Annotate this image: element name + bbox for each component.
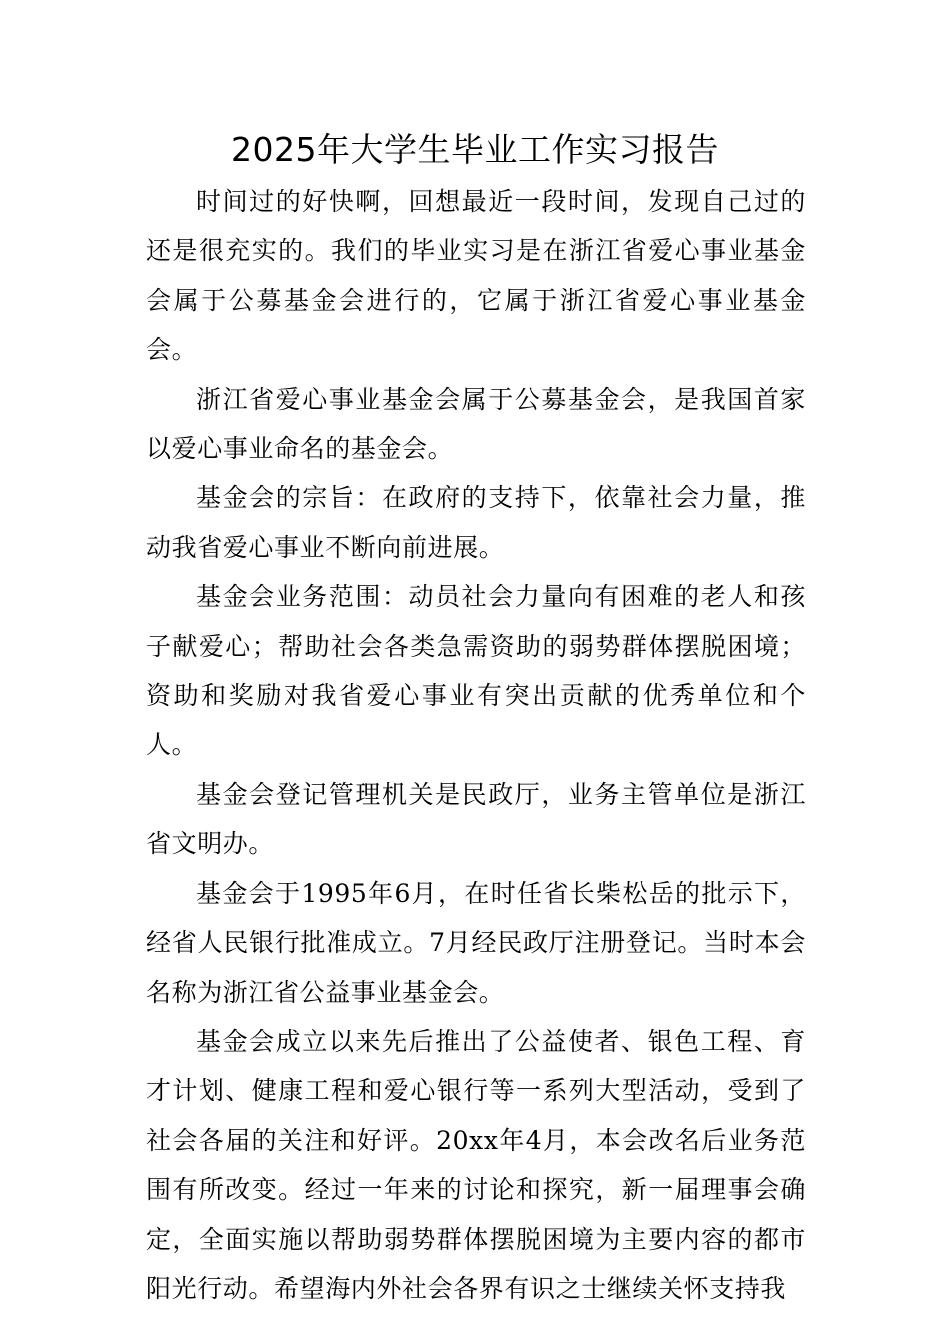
paragraph: 基金会登记管理机关是民政厅，业务主管单位是浙江省文明办。 [146, 779, 806, 859]
paragraph: 基金会业务范围：动员社会力量向有困难的老人和孩子献爱心；帮助社会各类急需资助的弱势群体摆脱困境；资助和奖励对我省爱心事业有突出贡献的优秀单位和个人。 [146, 582, 806, 760]
paragraph: 基金会成立以来先后推出了公益使者、银色工程、育才计划、健康工程和爱心银行等一系列大型活动，受到了社会各届的关注和好评。20xx年4月，本会改名后业务范围有所改变。经过一年来的讨论和探究，新一届理事会确定，全面实施以帮助弱势群体摆脱困境为主要内容的都市阳光行动。希望海内外社会各界有识之士继续关怀支持我 [146, 1026, 806, 1303]
paragraph: 基金会于1995年6月，在时任省长柴松岳的批示下，经省人民银行批准成立。7月经民政厅注册登记。当时本会名称为浙江省公益事业基金会。 [146, 878, 806, 1007]
paragraph: 浙江省爱心事业基金会属于公募基金会，是我国首家以爱心事业命名的基金会。 [146, 384, 806, 464]
document-title: 2025年大学生毕业工作实习报告 [231, 130, 719, 169]
document-body [146, 177, 806, 1313]
paragraph: 时间过的好快啊，回想最近一段时间，发现自己过的还是很充实的。我们的毕业实习是在浙江省爱心事业基金会属于公募基金会进行的，它属于浙江省爱心事业基金会。 [146, 187, 806, 365]
paragraph: 基金会的宗旨：在政府的支持下，依靠社会力量，推动我省爱心事业不断向前进展。 [146, 483, 806, 562]
